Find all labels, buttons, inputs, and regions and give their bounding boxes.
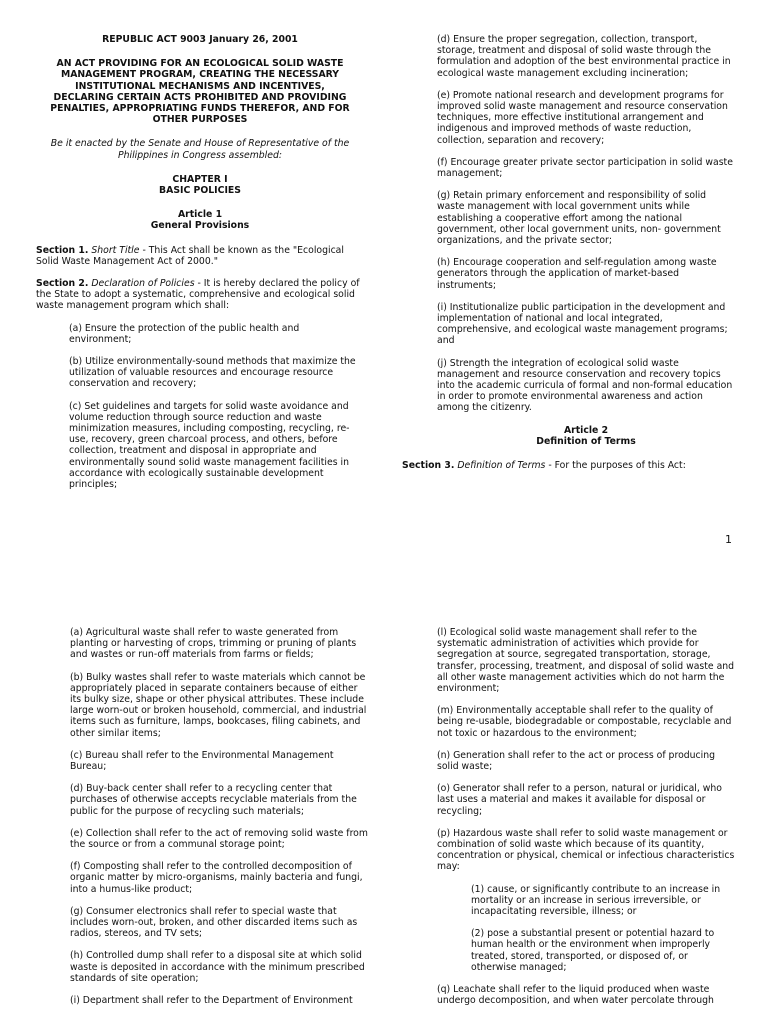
definition-item: (n) Generation shall refer to the act or process of producing solid waste; bbox=[437, 749, 716, 773]
definition-subitem: (2) pose a substantial present or potential hazard to human health or the environment when improperly treated, stored, transported, or disposed of, or otherwise managed; bbox=[471, 928, 715, 973]
section-3-text: - For the purposes of this Act: bbox=[545, 460, 686, 472]
definition-item: (h) Controlled dump shall refer to a disposal site at which solid waste is deposited in accordance with the minimum prescribed standards of site operation; bbox=[70, 950, 365, 984]
definition-item: (l) Ecological solid waste management shall refer to the systematic administration of activities which provide for segregation at source, segregated transportation, storage, transfer, processing, treatment, and disposal of solid waste and all other waste management activities which do not harm the environment; bbox=[437, 627, 735, 695]
section-1-label: Section 1. bbox=[36, 244, 89, 256]
section-3-title: Definition of Terms bbox=[457, 460, 546, 472]
section-3 bbox=[402, 460, 735, 471]
page-gap bbox=[0, 560, 768, 600]
section-1-title: Short Title bbox=[91, 244, 140, 256]
policy-item: (a) Ensure the protection of the public health and environment; bbox=[69, 322, 300, 345]
definition-item: (e) Collection shall refer to the act of removing solid waste from the source or from a communal storage point; bbox=[70, 827, 368, 851]
section-2-title: Declaration of Policies bbox=[91, 278, 195, 290]
article-heading: Article 2 bbox=[563, 424, 609, 436]
definition-item: (m) Environmentally acceptable shall refer to the quality of being re-usable, biodegradable or compostable, recyclable and not toxic or hazardous to the environment; bbox=[437, 705, 732, 739]
policy-item: (b) Utilize environmentally-sound methods that maximize the utilization of valuable resources and encourage resource conservation and recovery; bbox=[69, 356, 356, 390]
enacting-clause: Be it enacted by the Senate and House of Representative of the Philippines in Congress assembled: bbox=[50, 138, 350, 161]
section-2 bbox=[36, 278, 364, 312]
definition-item: (c) Bureau shall refer to the Environmental Management Bureau; bbox=[70, 749, 334, 773]
definition-item: (q) Leachate shall refer to the liquid produced when waste undergo decomposition, and when water percolate through bbox=[437, 984, 714, 1007]
policy-item: (f) Encourage greater private sector participation in solid waste management; bbox=[437, 156, 733, 180]
act-title: AN ACT PROVIDING FOR AN ECOLOGICAL SOLID WASTE MANAGEMENT PROGRAM, CREATING THE NECESSARY INSTITUTIONAL MECHANISMS AND INCENTIVES, DECLARING CERTAIN ACTS PROHIBITED AND PROVIDING PENALTIES, APPROPRIATING FUNDS THEREFOR, AND FOR OTHER PURPOSES bbox=[50, 58, 350, 126]
definition-subitem: (1) cause, or significantly contribute to an increase in mortality or an increase in serious irreversible, or incapacitating reversible, illness; or bbox=[471, 883, 721, 918]
policy-item: (j) Strength the integration of ecological solid waste management and resource conservation and recovery topics into the academic curricula of formal and non-formal education in order to promote environmental awareness and action among the citizenry. bbox=[437, 357, 733, 414]
definition-item: (o) Generator shall refer to a person, natural or juridical, who last uses a material and makes it available for disposal or recycling; bbox=[437, 783, 722, 817]
section-1-text: - This Act shall be known as the "Ecological Solid Waste Management Act of 2000." bbox=[36, 244, 344, 267]
definition-item: (g) Consumer electronics shall refer to special waste that includes worn-out, broken, and other discarded items such as radios, stereos, and TV sets; bbox=[70, 905, 358, 940]
section-2-label: Section 2. bbox=[36, 278, 89, 290]
definition-item: (a) Agricultural waste shall refer to waste generated from planting or harvesting of crops, trimming or pruning of plants and wastes or run-off materials from farms or fields; bbox=[70, 627, 357, 661]
page2-left-column bbox=[70, 627, 370, 1017]
policy-item: (i) Institutionalize public participation in the development and implementation of national and local integrated, comprehensive, and ecological waste management programs; and bbox=[437, 301, 728, 347]
section-3-label: Section 3. bbox=[402, 460, 455, 472]
section-1 bbox=[36, 245, 364, 267]
page2-right-column bbox=[437, 627, 735, 1017]
document-header: REPUBLIC ACT 9003 January 26, 2001 bbox=[102, 34, 298, 45]
definition-item: (p) Hazardous waste shall refer to solid waste management or combination of solid waste which because of its quantity, concentration or physical, chemical or infectious characteristics may: bbox=[437, 827, 735, 873]
policy-item: (h) Encourage cooperation and self-regulation among waste generators through the application of market-based instruments; bbox=[437, 257, 717, 291]
section-2-text: - It is hereby declared the policy of the State to adopt a systematic, comprehensive and ecological solid waste management program which shall: bbox=[36, 278, 360, 312]
definition-item: (f) Composting shall refer to the controlled decomposition of organic matter by micro-organisms, mainly bacteria and fungi, into a humus-like product; bbox=[70, 861, 363, 895]
chapter-heading: CHAPTER I bbox=[172, 173, 228, 185]
definition-item: (i) Department shall refer to the Department of Environment bbox=[70, 995, 353, 1007]
policy-item: (d) Ensure the proper segregation, collection, transport, storage, treatment and disposal of solid waste through the formulation and adoption of the best environmental practice in ecological waste management excluding incineration; bbox=[437, 34, 731, 79]
policy-item: (e) Promote national research and development programs for improved solid waste management and resource conservation techniques, more effective institutional arrangement and indigenous and improved methods of waste reduction, collection, separation and recovery; bbox=[437, 89, 728, 146]
article-name: Definition of Terms bbox=[536, 435, 636, 447]
definition-item: (b) Bulky wastes shall refer to waste materials which cannot be appropriately placed in separate containers because of either its bulky size, shape or other physical attributes. These include large worn-out or broken household, commercial, and industrial items such as furniture, lamps, bookcases, filing cabinets, and other similar items; bbox=[70, 671, 367, 739]
definition-item: (d) Buy-back center shall refer to a recycling center that purchases of otherwise accepts recyclable materials from the public for the purpose of recycling such materials; bbox=[70, 783, 357, 817]
page1-right-column bbox=[402, 34, 735, 482]
chapter-name: BASIC POLICIES bbox=[159, 185, 241, 197]
page1-left-column bbox=[36, 34, 364, 501]
page-number: 1 bbox=[725, 533, 732, 546]
policy-item: (c) Set guidelines and targets for solid waste avoidance and volume reduction through source reduction and waste minimization measures, including composting, recycling, re-use, recovery, green charcoal process, and others, before collection, treatment and disposal in appropriate and environmentally sound solid waste management facilities in accordance with ecologically sustainable development principles; bbox=[69, 400, 350, 491]
policy-item: (g) Retain primary enforcement and responsibility of solid waste management with local government units while establishing a cooperative effort among the national government, other local government units, non- government organizations, and the private sector; bbox=[437, 190, 721, 247]
article-name: General Provisions bbox=[150, 220, 250, 232]
article-heading: Article 1 bbox=[177, 209, 223, 221]
